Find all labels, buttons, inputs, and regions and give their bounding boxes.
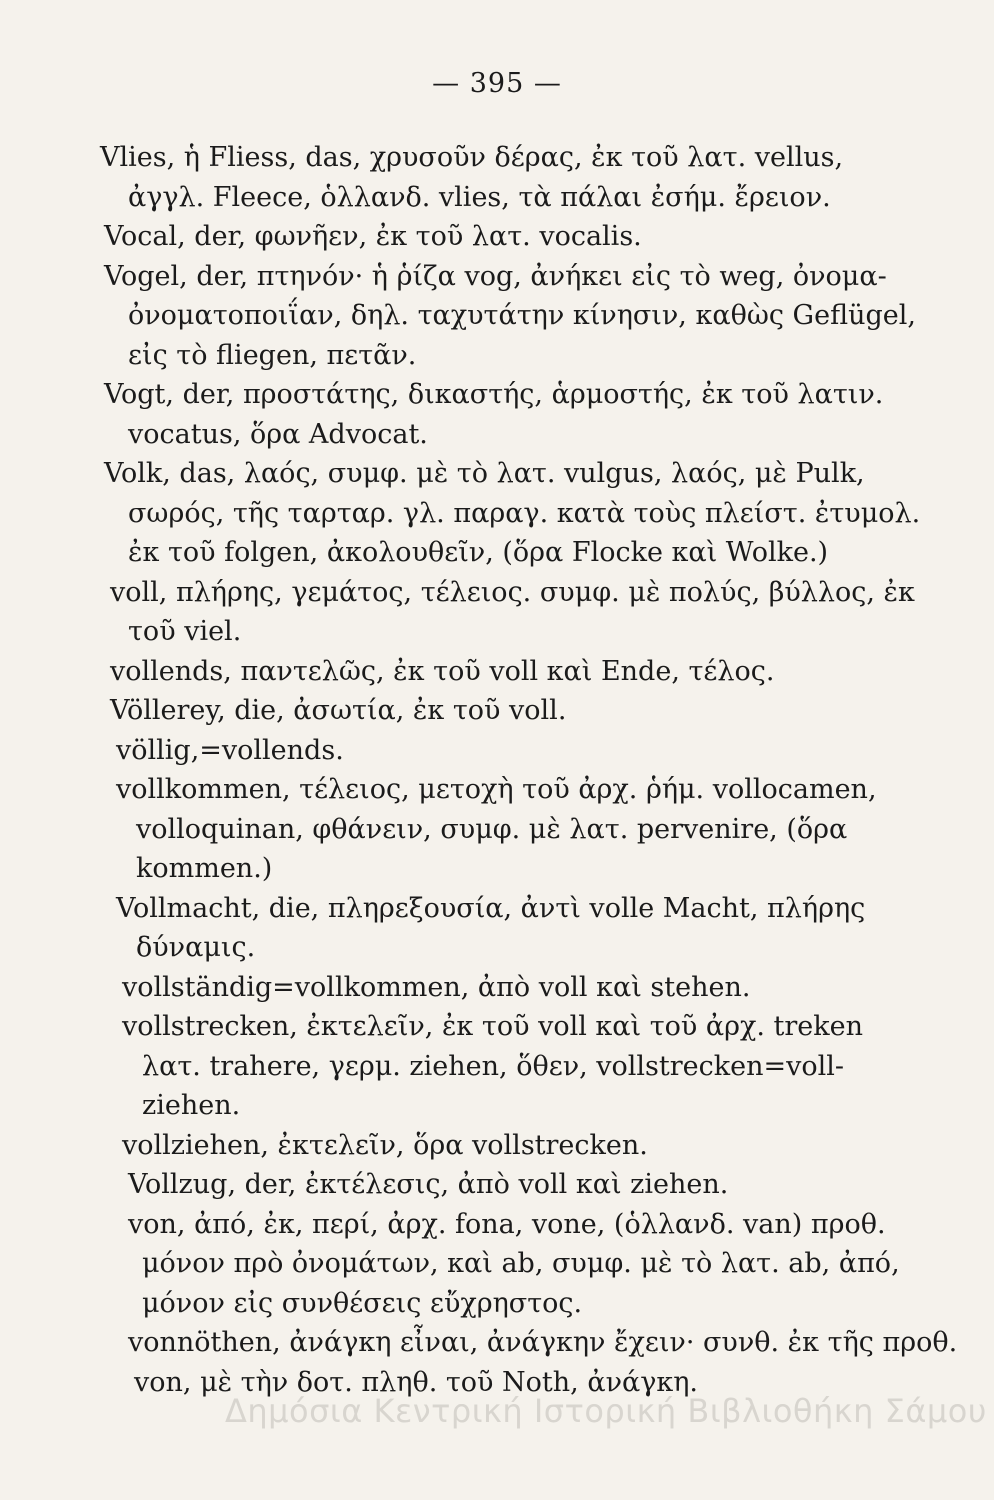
- entry-line: von, ἀπό, ἐκ, περί, ἀρχ. fona, vone, (ὁλλανδ. van) προθ.: [128, 1208, 886, 1240]
- entry-line: ziehen.: [142, 1090, 241, 1121]
- entry-line: Vocal, der, φωνῆεν, ἐκ τοῦ λατ. vocalis.: [104, 221, 642, 252]
- entry-line: Vogt, der, προστάτης, δικαστής, ἁρμοστής, ἐκ τοῦ λατιν.: [104, 379, 884, 410]
- entry-line: vollstrecken, ἐκτελεῖν, ἐκ τοῦ voll καὶ τοῦ ἀρχ. treken: [122, 1011, 863, 1042]
- entry-line: Volk, das, λαός, συμφ. μὲ τὸ λατ. vulgus, λαός, μὲ Pulk,: [104, 458, 865, 489]
- entry-line: ὀνοματοποιΐαν, δηλ. ταχυτάτην κίνησιν, καθὼς Geflügel,: [128, 300, 916, 331]
- entry-line: ἐκ τοῦ folgen, ἀκολουθεῖν, (ὅρα Flocke καὶ Wolke.): [128, 537, 829, 568]
- library-watermark: Δημόσια Κεντρική Ιστορική Βιβλιοθήκη Σάμου: [225, 1392, 987, 1430]
- entry-line: σωρός, τῆς ταρταρ. γλ. παραγ. κατὰ τοὺς πλείστ. ἐτυμολ.: [128, 497, 921, 529]
- entry-line: voll, πλήρης, γεμάτος, τέλειος. συμφ. μὲ πολύς, βύλλος, ἐκ: [110, 576, 915, 608]
- entry-line: δύναμις.: [136, 932, 256, 963]
- entry-line: τοῦ viel.: [128, 616, 242, 647]
- entry-line: vollständig=vollkommen, ἀπὸ voll καὶ stehen.: [122, 971, 751, 1003]
- entry-line: vonnöthen, ἀνάγκη εἶναι, ἀνάγκην ἔχειν· συνθ. ἐκ τῆς προθ.: [128, 1327, 958, 1358]
- dictionary-entries: [94, 138, 958, 1402]
- entry-line: völlig,=vollends.: [116, 734, 344, 766]
- entry-line: vollziehen, ἐκτελεῖν, ὅρα vollstrecken.: [122, 1129, 648, 1161]
- entry-line: kommen.): [136, 853, 273, 884]
- entry-line: vollends, παντελῶς, ἐκ τοῦ voll καὶ Ende, τέλος.: [110, 655, 775, 687]
- entry-line: vocatus, ὅρα Advocat.: [128, 418, 428, 450]
- entry-line: Vlies, ἡ Fliess, das, χρυσοῦν δέρας, ἐκ τοῦ λατ. vellus,: [100, 142, 844, 173]
- entry-line: ἀγγλ. Fleece, ὁλλανδ. vlies, τὰ πάλαι ἐσήμ. ἔρειον.: [128, 181, 831, 213]
- entry-line: von, μὲ τὴν δοτ. πληθ. τοῦ Noth, ἀνάγκη.: [134, 1366, 698, 1398]
- entry-line: Völlerey, die, ἀσωτία, ἐκ τοῦ voll.: [110, 695, 567, 726]
- entry-line: λατ. trahere, γερμ. ziehen, ὅθεν, vollstrecken=voll-: [142, 1050, 845, 1082]
- entry-line: volloquinan, φθάνειν, συμφ. μὲ λατ. pervenire, (ὅρα: [136, 813, 848, 845]
- entry-line: εἰς τὸ fliegen, πετᾶν.: [128, 339, 417, 371]
- entry-line: vollkommen, τέλειος, μετοχὴ τοῦ ἀρχ. ῥήμ. vollocamen,: [116, 774, 877, 805]
- entry-line: μόνον εἰς συνθέσεις εὔχρηστος.: [142, 1287, 583, 1319]
- entry-line: Vollmacht, die, πληρεξουσία, ἀντὶ volle Macht, πλήρης: [116, 892, 866, 924]
- entry-line: Vogel, der, πτηνόν· ἡ ῥίζα vog, ἀνήκει εἰς τὸ weg, ὀνομα-: [104, 260, 887, 292]
- entry-line: μόνον πρὸ ὀνομάτων, καὶ ab, συμφ. μὲ τὸ λατ. ab, ἀπό,: [142, 1248, 900, 1279]
- entry-line: Vollzug, der, ἐκτέλεσις, ἀπὸ voll καὶ ziehen.: [128, 1169, 729, 1200]
- page-number: — 395 —: [432, 68, 562, 99]
